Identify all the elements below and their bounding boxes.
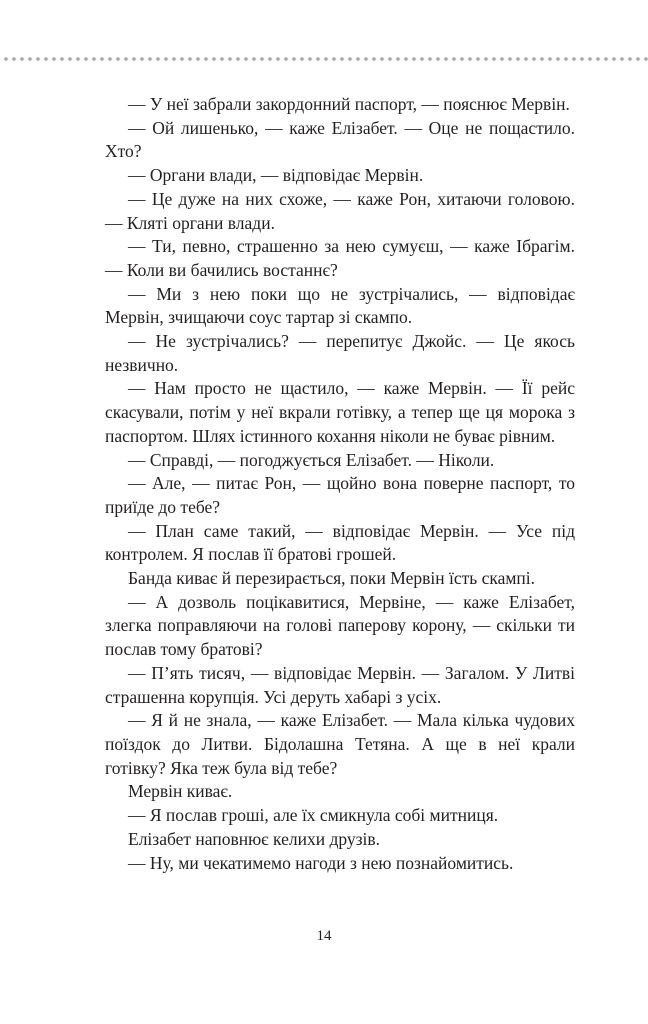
page-number: 14: [316, 928, 332, 944]
paragraph: Елізабет наповнює келихи друзів.: [128, 828, 381, 849]
paragraph: Банда киває й перезирається, поки Мервін їсть скампі.: [128, 568, 536, 589]
paragraph: — П’ять тисяч, — відповідає Мервін. — Загалом. У Литві страшенна корупція. Усі деруть хабарі з усіх.: [105, 662, 575, 707]
paragraph: — Я послав гроші, але їх смикнула собі митниця.: [128, 805, 499, 826]
paragraph: — Але, — питає Рон, — щойно вона поверне паспорт, то приїде до тебе?: [105, 473, 575, 517]
paragraph: — Ой лишенько, — каже Елізабет. — Оце не пощастило. Хто?: [105, 117, 575, 162]
paragraph: — Органи влади, — відповідає Мервін.: [128, 165, 424, 186]
paragraph: — У неї забрали закордонний паспорт, — пояснює Мервін.: [128, 94, 570, 114]
paragraph: — Справді, — погоджується Елізабет. — Ніколи.: [128, 449, 495, 470]
paragraph: — Ти, певно, страшенно за нею сумуєш, — каже Ібрагім. — Коли ви бачились востаннє?: [105, 236, 575, 280]
paragraph: Мервін киває.: [128, 781, 233, 802]
paragraph: — Нам просто не щастило, — каже Мервін. — Її рейс скасували, потім у неї вкрали готівку, а тепер ще ця морока з паспортом. Шлях істинного кохання ніколи не буває рівним.: [105, 378, 575, 446]
paragraph: — Це дуже на них схоже, — каже Рон, хитаючи головою. — Кляті органи влади.: [105, 188, 575, 233]
paragraph: — А дозволь поцікавитися, Мервіне, — каже Елізабет, злегка поправляючи на голові паперову корону, — скільки ти послав тому братові?: [105, 591, 575, 660]
paragraph: — Я й не знала, — каже Елізабет. — Мала кілька чудових поїздок до Литви. Бідолашна Тетяна. А ще в неї крали готівку? Яка теж була від тебе?: [105, 710, 575, 778]
dotted-header-rule: [0, 56, 648, 62]
paragraph: — Не зустрічались? — перепитує Джойс. — Це якось незвично.: [105, 331, 575, 375]
paragraph: — План саме такий, — відповідає Мервін. — Усе під контролем. Я послав її братові грошей.: [105, 520, 575, 565]
paragraph: — Ну, ми чекатимемо нагоди з нею познайомитись.: [128, 852, 514, 873]
body-text: [105, 93, 575, 875]
paragraph: — Ми з нею поки що не зустрічались, — відповідає Мервін, зчищаючи соус тартар зі скампо.: [105, 283, 575, 328]
